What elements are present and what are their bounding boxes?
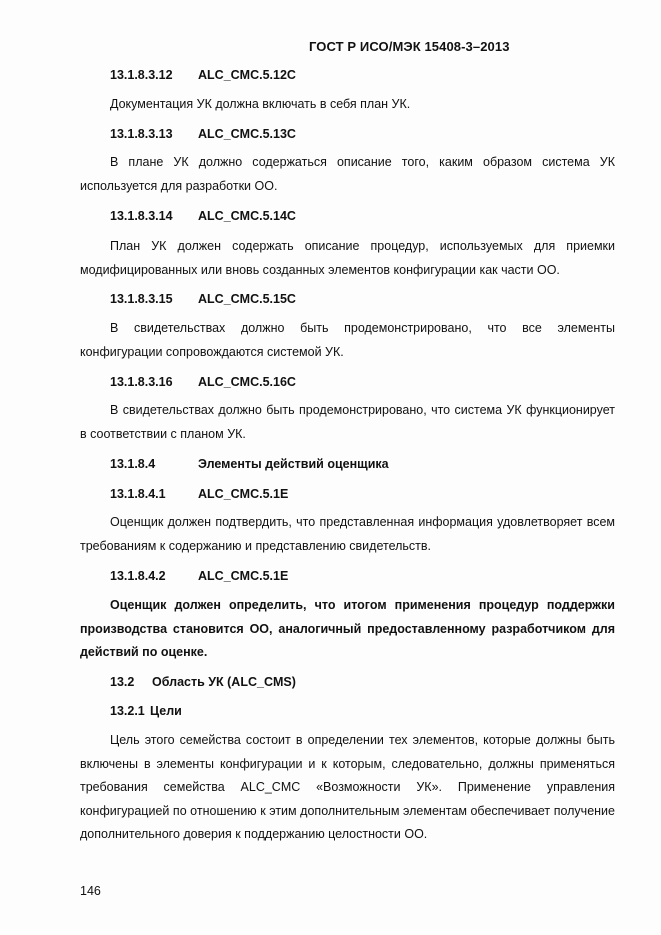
section-paragraph: В свидетельствах должно быть продемонстрировано, что система УК функционирует в соответствии с планом УК. [80,403,615,441]
section-number: 13.1.8.3.16 [110,375,173,389]
section-title: ALC_CMC.5.14C [198,209,296,223]
section-title: ALC_CMC.5.15C [198,292,296,306]
section-number: 13.1.8.4.2 [110,569,166,583]
section-heading [110,292,296,306]
section-title: ALC_CMC.5.1E [198,569,289,583]
section-paragraph: Цель этого семейства состоит в определении тех элементов, которые должны быть включены в элементы конфигурации и к которым, следовательно, должны применяться требования семейства ALC_CMC «Возможности УК». Применение управления конфигурацией по отношению к этим дополнительным элементам обеспечивает получение дополнительного доверия к поддержанию целостности ОО. [80,733,615,841]
section-heading [110,487,288,501]
section-number: 13.1.8.3.12 [110,68,173,82]
section-paragraph: В плане УК должно содержаться описание того, каким образом система УК используется для разработки ОО. [80,155,615,193]
section-title: Цели [150,704,182,718]
section-paragraph: План УК должен содержать описание процедур, используемых для приемки модифицированных или вновь созданных элементов конфигурации как части ОО. [80,239,615,277]
section-paragraph: В свидетельствах должно быть продемонстрировано, что все элементы конфигурации сопровождаются системой УК. [80,321,615,359]
section-title: Элементы действий оценщика [198,457,389,471]
section-heading [110,675,296,689]
section-number: 13.1.8.3.15 [110,292,173,306]
section-title: ALC_CMC.5.12C [198,68,296,82]
section-heading [110,68,296,82]
section-title: ALC_CMC.5.1E [198,487,289,501]
section-title: Область УК (ALC_CMS) [152,675,296,689]
section-number: 13.1.8.3.14 [110,209,173,223]
section-number: 13.1.8.3.13 [110,127,173,141]
section-title: ALC_CMC.5.16C [198,375,296,389]
section-heading [110,209,296,223]
section-heading [110,375,296,389]
section-number: 13.2 [110,675,135,689]
document-header: ГОСТ Р ИСО/МЭК 15408-3–2013 [309,39,510,54]
section-heading [110,457,389,471]
section-number: 13.1.8.4.1 [110,487,166,501]
section-heading [110,569,288,583]
page-number: 146 [80,884,101,898]
section-title: ALC_CMC.5.13C [198,127,296,141]
section-paragraph: Оценщик должен подтвердить, что представленная информация удовлетворяет всем требованиям к содержанию и представлению свидетельств. [80,515,615,553]
section-heading [110,704,182,718]
section-paragraph: Оценщик должен определить, что итогом применения процедур поддержки производства становится ОО, аналогичный предоставленному разработчиком для действий по оценке. [80,598,615,659]
section-number: 13.2.1 [110,704,145,718]
section-number: 13.1.8.4 [110,457,156,471]
section-heading [110,127,296,141]
section-paragraph: Документация УК должна включать в себя план УК. [110,97,411,111]
